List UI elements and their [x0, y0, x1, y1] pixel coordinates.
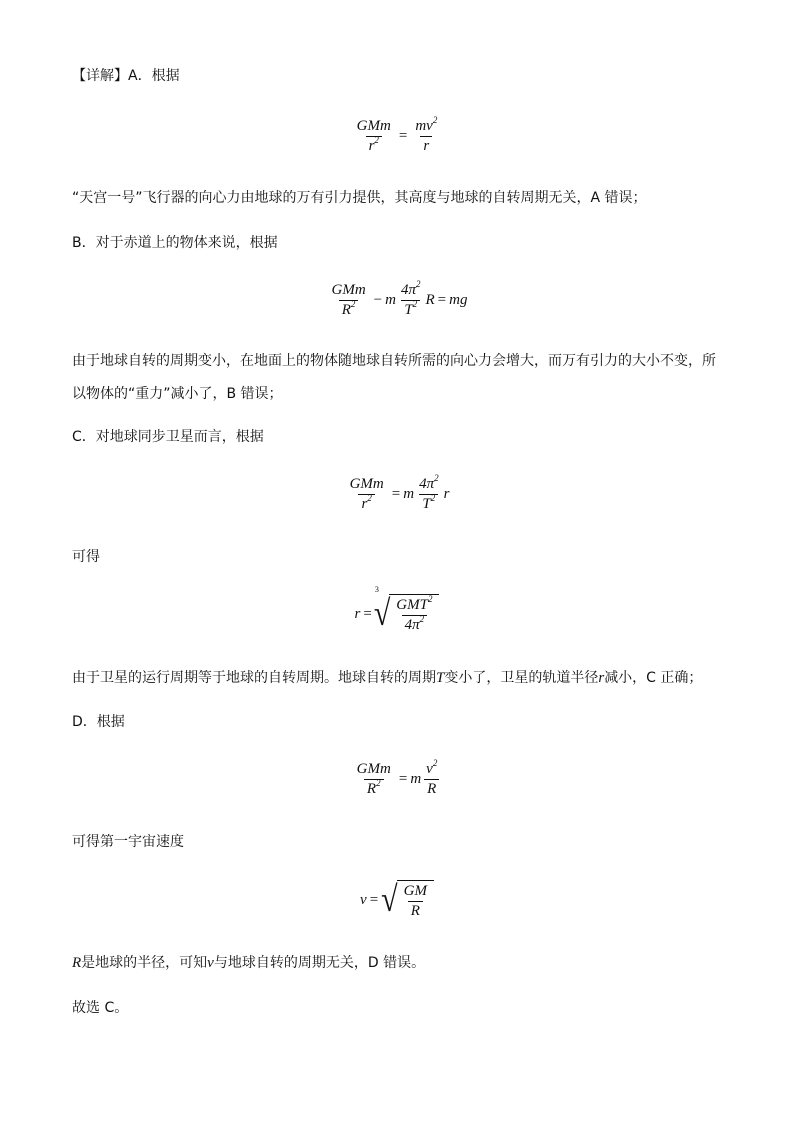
equals-sign: = [363, 605, 372, 622]
eq3-term-num-exponent: 2 [434, 473, 439, 483]
b-intro-text: B．对于赤道上的物体来说，根据 [72, 235, 278, 251]
eq6-numerator: GM [403, 883, 427, 899]
eq5-term-denominator: R [424, 779, 439, 798]
period-symbol: T [436, 670, 445, 686]
eq5-term-numerator: v [426, 761, 433, 777]
equation-1 [0, 115, 794, 155]
equals-sign: = [391, 486, 401, 502]
d-conclusion-text: R是地球的半径，可知v与地球自转的周期无关，D 错误。 [72, 955, 426, 971]
eq3-term-denominator: T [422, 496, 431, 512]
b-conclusion-line-1: 由于地球自转的周期变小，在地面上的物体随地球自转所需的向心力会增大，而万有引力的大小不变，所 [72, 353, 716, 369]
eq4-denominator: 4π [404, 617, 420, 633]
minus-sign: − [373, 292, 383, 308]
eq3-lhs-den-exponent: 2 [367, 493, 372, 503]
eq6-lhs: v [360, 891, 367, 908]
intro-text: 【详解】A．根据 [72, 68, 180, 84]
eq3-term-den-exponent: 2 [430, 493, 436, 503]
eq3-radius: r [443, 486, 450, 502]
eq2-term1-den-exponent: 2 [350, 299, 356, 309]
eq3-lhs-denominator: r [361, 496, 368, 512]
eq4-num-exponent: 2 [427, 594, 433, 604]
eq1-lhs-den-exponent: 2 [374, 135, 379, 145]
velocity-symbol: v [207, 955, 214, 971]
equation-3 [0, 473, 794, 513]
eq1-rhs-num-exponent: 2 [432, 115, 438, 125]
eq5-lhs-numerator: GMm [356, 761, 391, 777]
eq1-rhs-numerator: mv [415, 118, 433, 134]
answer-text: 故选 C。 [72, 1000, 129, 1016]
eq2-term2-denominator: T [404, 302, 413, 318]
equation-5 [0, 758, 794, 798]
eq5-term-num-exponent: 2 [432, 758, 438, 768]
eq1-lhs-denominator: r [368, 138, 375, 154]
eq2-mass: m [385, 292, 396, 308]
equals-sign: = [398, 128, 408, 144]
d-obtain-text: 可得第一宇宙速度 [72, 834, 184, 850]
eq1-rhs-denominator: r [420, 136, 432, 155]
radius-symbol: r [598, 670, 605, 686]
eq2-term2-num-exponent: 2 [416, 279, 421, 289]
eq2-term1-numerator: GMm [331, 282, 366, 298]
d-intro-text: D．根据 [72, 714, 125, 730]
a-conclusion-text: “天宫一号”飞行器的向心力由地球的万有引力提供，其高度与地球的自转周期无关，A 错误； [72, 190, 647, 206]
eq5-lhs-den-exponent: 2 [376, 778, 381, 788]
eq2-radius: R [425, 292, 435, 308]
equals-sign: = [369, 891, 379, 908]
eq2-term2-numerator: 4π [400, 282, 416, 298]
equation-6 [0, 880, 794, 920]
equals-sign: = [398, 771, 408, 787]
c-intro-text: C．对地球同步卫星而言，根据 [72, 429, 264, 445]
eq3-term-numerator: 4π [419, 476, 435, 492]
eq1-lhs-numerator: GMm [356, 118, 391, 134]
equals-sign: = [437, 292, 447, 308]
eq4-den-exponent: 2 [419, 614, 425, 624]
eq4-lhs: r [354, 605, 361, 622]
equation-4 [0, 585, 794, 634]
eq2-rhs: mg [449, 292, 468, 308]
c-obtain-text: 可得 [72, 549, 100, 565]
c-conclusion-text: 由于卫星的运行周期等于地球的自转周期。地球自转的周期T变小了，卫星的轨道半径r减小，C 正确； [72, 670, 703, 686]
radical-sign-icon: √ [381, 879, 398, 920]
cube-root [373, 585, 440, 634]
eq4-numerator: GMT [396, 597, 428, 613]
eq2-term1-denominator: R [341, 302, 351, 318]
root-index: 3 [374, 585, 379, 594]
equation-2 [0, 279, 794, 319]
earth-radius-symbol: R [72, 955, 82, 971]
eq2-term2-den-exponent: 2 [412, 299, 418, 309]
square-root [381, 880, 434, 920]
eq3-lhs-numerator: GMm [349, 476, 384, 492]
eq5-lhs-denominator: R [366, 781, 377, 797]
eq3-mass: m [403, 486, 415, 502]
eq5-mass: m [410, 771, 422, 787]
radical-sign-icon: √ [373, 593, 391, 634]
b-conclusion-line-2: 以物体的“重力”减小了，B 错误； [72, 386, 283, 402]
eq6-denominator: R [408, 901, 423, 920]
